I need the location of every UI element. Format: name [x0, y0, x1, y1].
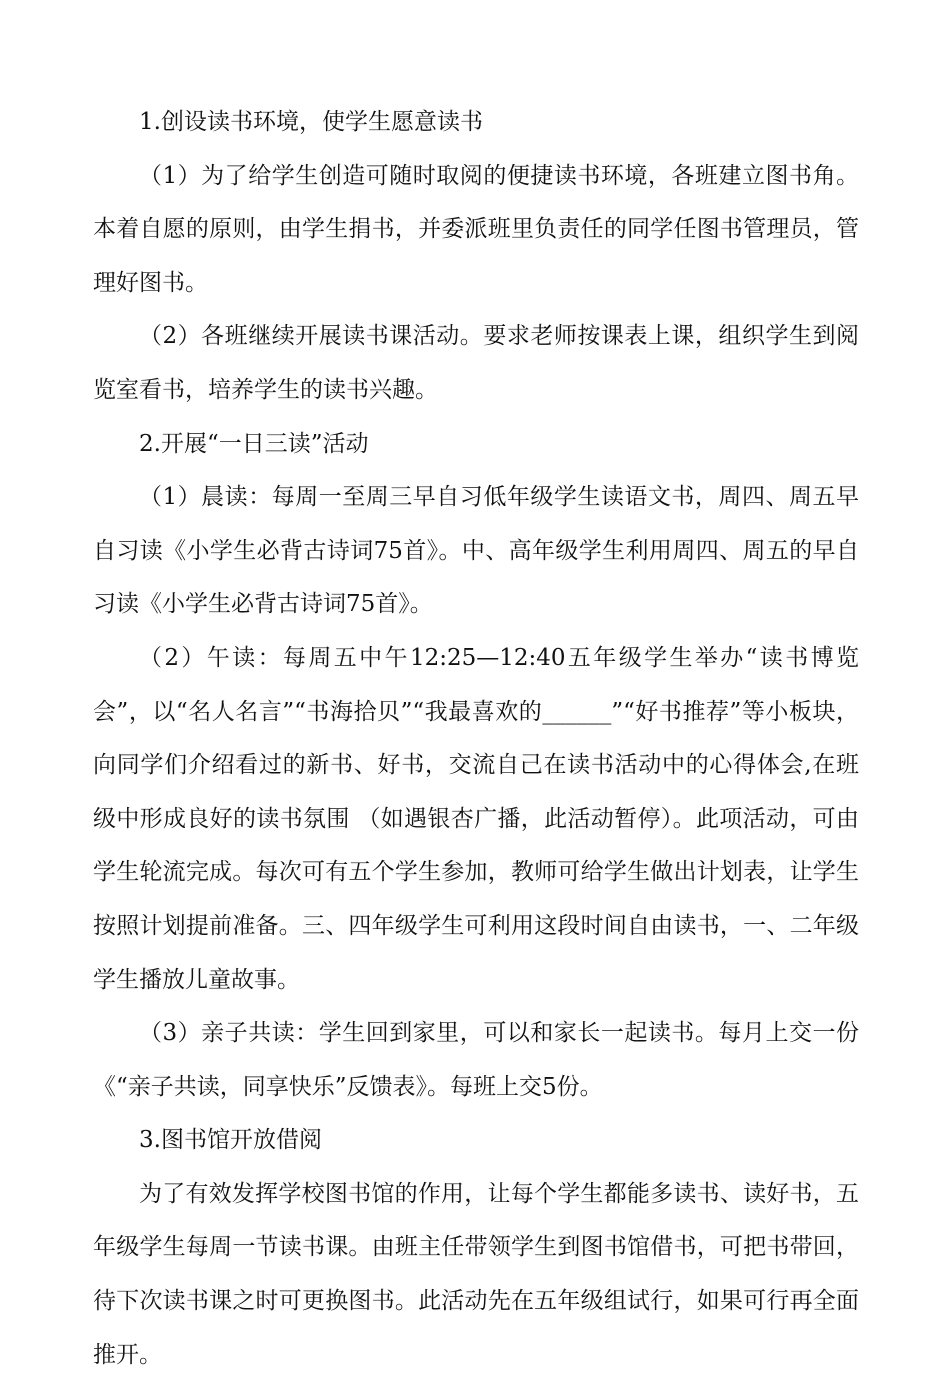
paragraph-2-1: （1）晨读：每周一至周三早自习低年级学生读语文书，周四、周五早自习读《小学生必背古诗词75首》。中、高年级学生利用周四、周五的早自习读《小学生必背古诗词75首》。 [93, 484, 859, 618]
paragraph-2-2: （2）午读：每周五中午12:25—12:40五年级学生举办“读书博览会”，以“名人名言”“书海拾贝”“我最喜欢的______”“好书推荐”等小板块，向同学们介绍看过的新书、好书，交流自己在读书活动中的心得体会,在班级中形成良好的读书氛围 （如遇银杏广播，此活动暂停）。此项活动，可由学生轮流完成。每次可有五个学生参加，教师可给学生做出计划表，让学生按照计划提前准备。三、四年级学生可利用这段时间自由读书，一、二年级学生播放儿童故事。 [93, 644, 859, 993]
document-page [93, 96, 859, 1382]
paragraph-3-1: 为了有效发挥学校图书馆的作用，让每个学生都能多读书、读好书，五年级学生每周一节读书课。由班主任带领学生到图书馆借书，可把书带回，待下次读书课之时可更换图书。此活动先在五年级组试行，如果可行再全面推开。 [93, 1180, 859, 1368]
paragraph-2-3: （3）亲子共读：学生回到家里，可以和家长一起读书。每月上交一份《“亲子共读，同享快乐”反馈表》。每班上交5份。 [93, 1020, 859, 1100]
section-heading-1: 1.创设读书环境，使学生愿意读书 [139, 109, 483, 135]
section-heading-2: 2.开展“一日三读”活动 [139, 430, 369, 457]
paragraph-1-2: （2）各班继续开展读书课活动。要求老师按课表上课，组织学生到阅览室看书，培养学生的读书兴趣。 [93, 323, 859, 403]
section-heading-3: 3.图书馆开放借阅 [139, 1127, 322, 1154]
paragraph-1-1: （1）为了给学生创造可随时取阅的便捷读书环境，各班建立图书角。本着自愿的原则，由学生捐书，并委派班里负责任的同学任图书管理员，管理好图书。 [93, 162, 859, 296]
